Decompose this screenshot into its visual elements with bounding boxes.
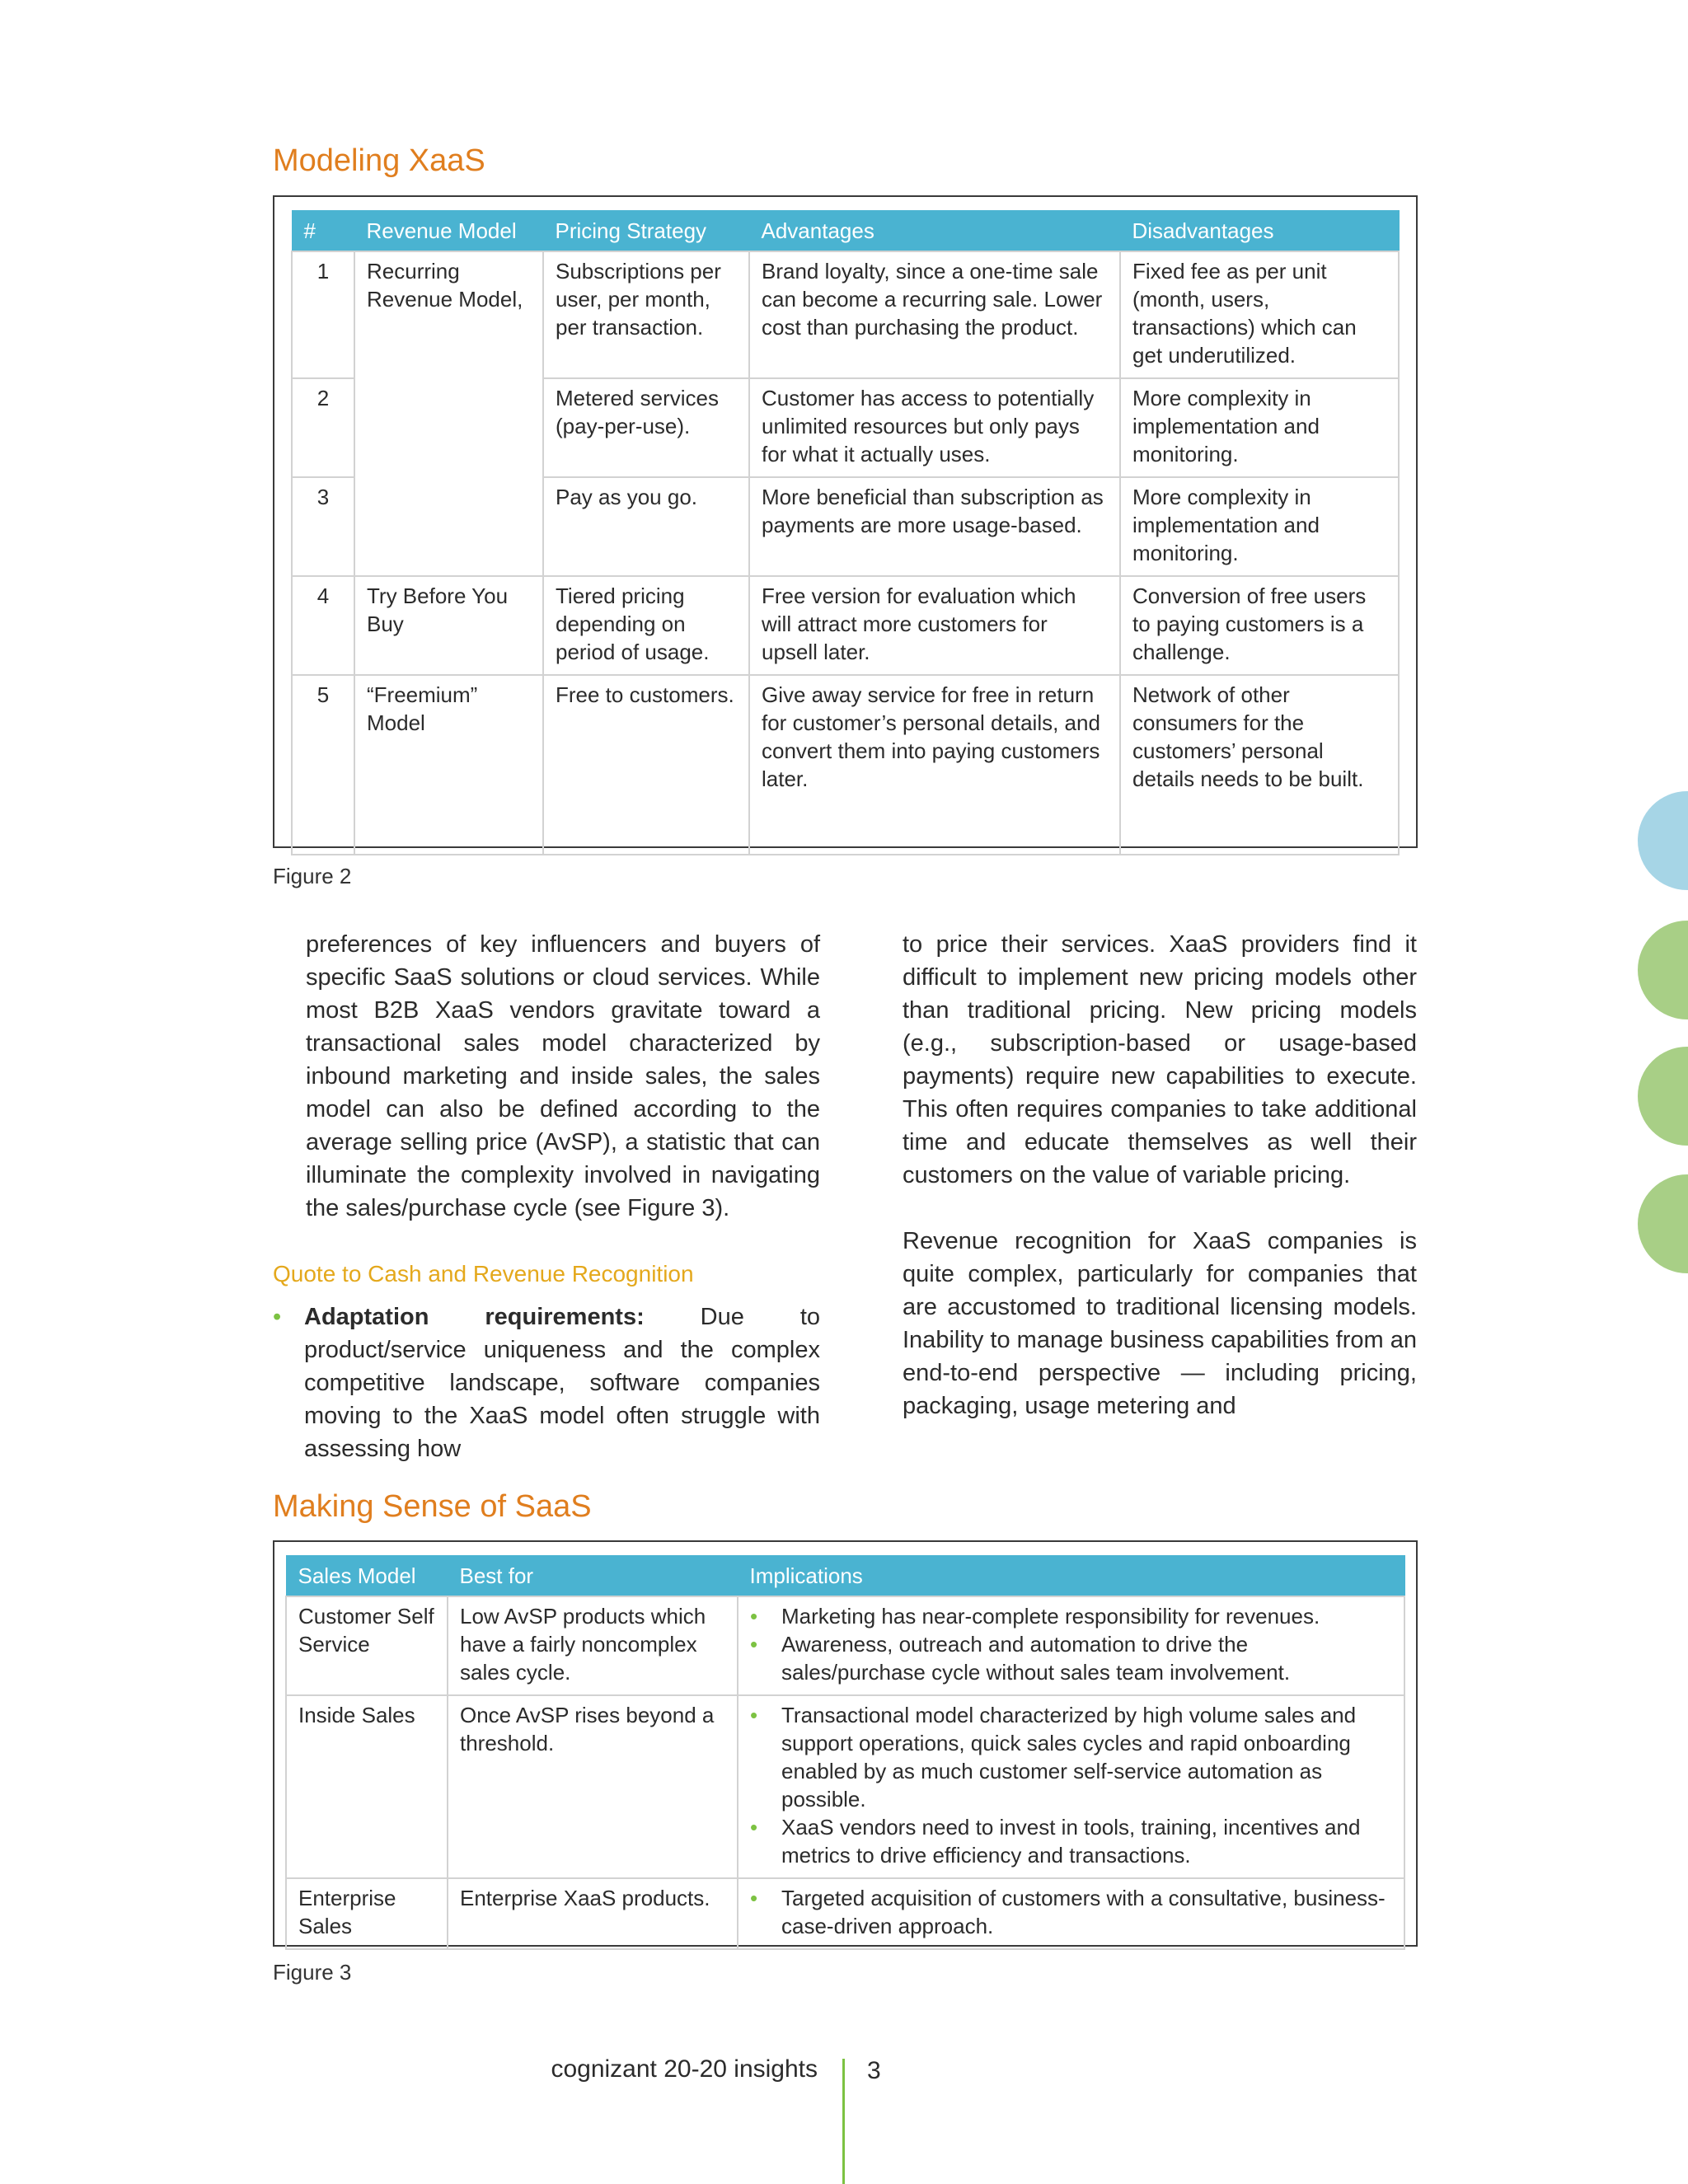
table-row [286,1878,1404,1949]
decorative-circle-green [1638,1047,1688,1146]
revenue-model-cell: Try Before You Buy [354,576,543,675]
pricing-strategy-cell: Free to customers. [543,675,749,855]
best-for-cell: Low AvSP products which have a fairly noncomplex sales cycle. [448,1596,738,1695]
col-header-number: # [292,211,354,252]
advantages-cell: Brand loyalty, since a one-time sale can become a recurring sale. Lower cost than purchasing the product. [749,251,1120,378]
table-row [286,1596,1404,1695]
table-row [292,576,1399,675]
disadvantages-cell: Network of other consumers for the customers’ personal details needs to be built. [1120,675,1399,855]
table-row [286,1695,1404,1878]
advantages-cell: More beneficial than subscription as payments are more usage-based. [749,477,1120,576]
best-for-cell: Once AvSP rises beyond a threshold. [448,1695,738,1878]
bullet-dot-icon: • [750,1703,758,1727]
figure3-header-row [286,1556,1404,1597]
table-row [292,251,1399,378]
col-header-implications: Implications [738,1556,1404,1597]
row-number: 5 [292,675,354,855]
advantages-cell: Free version for evaluation which will attract more customers for upsell later. [749,576,1120,675]
bullet-dot-icon: • [750,1886,758,1910]
pricing-strategy-cell: Subscriptions per user, per month, per transaction. [543,251,749,378]
figure2-header-row [292,211,1399,252]
row-number: 3 [292,477,354,576]
list-item [273,1301,820,1465]
bullet-bold-label: Adaptation requirements: [304,1304,645,1330]
col-header-disadvantages: Disadvantages [1120,211,1399,252]
implications-cell [738,1878,1404,1949]
pricing-strategy-cell: Pay as you go. [543,477,749,576]
col-header-revenue-model: Revenue Model [354,211,543,252]
bullet-text: Due to product/service uniqueness and the complex competitive landscape, software companies moving to the XaaS model often struggle with assessing how [304,1304,820,1462]
col-header-pricing-strategy: Pricing Strategy [543,211,749,252]
row-number: 2 [292,378,354,477]
figure3-title: Making Sense of SaaS [273,1489,592,1524]
disadvantages-cell: Fixed fee as per unit (month, users, transactions) which can get underutilized. [1120,251,1399,378]
row-number: 4 [292,576,354,675]
col-header-advantages: Advantages [749,211,1120,252]
implication-text: XaaS vendors need to invest in tools, training, incentives and metrics to drive efficiency and transactions. [781,1815,1361,1868]
sales-model-cell: Inside Sales [286,1695,448,1878]
disadvantages-cell: Conversion of free users to paying customers is a challenge. [1120,576,1399,675]
bullet-list [273,1301,820,1465]
table-row [292,675,1399,855]
implication-text: Awareness, outreach and automation to drive the sales/purchase cycle without sales team involvement. [781,1632,1291,1685]
pricing-strategy-cell: Tiered pricing depending on period of usage. [543,576,749,675]
best-for-cell: Enterprise XaaS products. [448,1878,738,1949]
right-paragraph-1: to price their services. XaaS providers find it difficult to implement new pricing models other than traditional pricing. New pricing models (e.g., subscription-based or usage-based payments) require new capabilities to execute. This often requires companies to take additional time and educate themselves as well their customers on the value of variable pricing. [903,931,1417,1188]
disadvantages-cell: More complexity in implementation and monitoring. [1120,477,1399,576]
disadvantages-cell: More complexity in implementation and monitoring. [1120,378,1399,477]
subheading-quote-to-cash: Quote to Cash and Revenue Recognition [273,1261,694,1286]
implications-cell [738,1596,1404,1695]
list-item [750,1884,1392,1940]
bullet-dot-icon: • [750,1815,758,1840]
sales-model-cell: Customer Self Service [286,1596,448,1695]
figure3-frame [273,1540,1418,1947]
bullet-dot-icon: • [750,1632,758,1657]
figure2-table [291,210,1400,855]
figure2-frame [273,195,1418,848]
footer-divider [842,2059,845,2184]
revenue-model-cell: Recurring Revenue Model, [354,251,543,576]
page-number: 3 [867,2057,881,2084]
sales-model-cell: Enterprise Sales [286,1878,448,1949]
right-paragraph-2: Revenue recognition for XaaS companies is quite complex, particularly for companies that are accustomed to traditional licensing models. Inability to manage business capabilities from an end-to-end perspective — including pricing, packaging, usage metering and [903,1228,1417,1419]
figure2-caption: Figure 2 [273,864,352,888]
figure2-title: Modeling XaaS [273,143,485,178]
implication-text: Transactional model characterized by high volume sales and support operations, quick sales cycles and rapid onboarding enabled by as much customer self-service automation as possible. [781,1703,1357,1811]
implication-text: Marketing has near-complete responsibility for revenues. [781,1604,1320,1629]
revenue-model-cell: “Freemium” Model [354,675,543,855]
bullet-dot-icon: • [750,1604,758,1629]
row-number: 1 [292,251,354,378]
advantages-cell: Give away service for free in return for customer’s personal details, and convert them into paying customers later. [749,675,1120,855]
list-item [750,1630,1392,1686]
list-item [750,1701,1392,1813]
list-item [750,1602,1392,1630]
bullet-dot-icon: • [273,1304,282,1330]
decorative-circle-green [1638,1174,1688,1273]
figure3-caption: Figure 3 [273,1960,352,1985]
decorative-circle-green [1638,921,1688,1019]
col-header-sales-model: Sales Model [286,1556,448,1597]
list-item [750,1813,1392,1869]
advantages-cell: Customer has access to potentially unlimited resources but only pays for what it actually uses. [749,378,1120,477]
pricing-strategy-cell: Metered services (pay-per-use). [543,378,749,477]
left-paragraph: preferences of key influencers and buyers of specific SaaS solutions or cloud services. While most B2B XaaS vendors gravitate toward a transactional sales model characterized by inbound marketing and inside sales, the sales model can also be defined according to the average selling price (AvSP), a statistic that can illuminate the complexity involved in navigating the sales/purchase cycle (see Figure 3). [306,931,820,1221]
col-header-best-for: Best for [448,1556,738,1597]
footer-brand: cognizant 20-20 insights [551,2055,818,2083]
decorative-circle-blue [1638,791,1688,890]
figure3-table [285,1555,1405,1950]
implication-text: Targeted acquisition of customers with a consultative, business-case-driven approach. [781,1886,1386,1938]
implications-cell [738,1695,1404,1878]
